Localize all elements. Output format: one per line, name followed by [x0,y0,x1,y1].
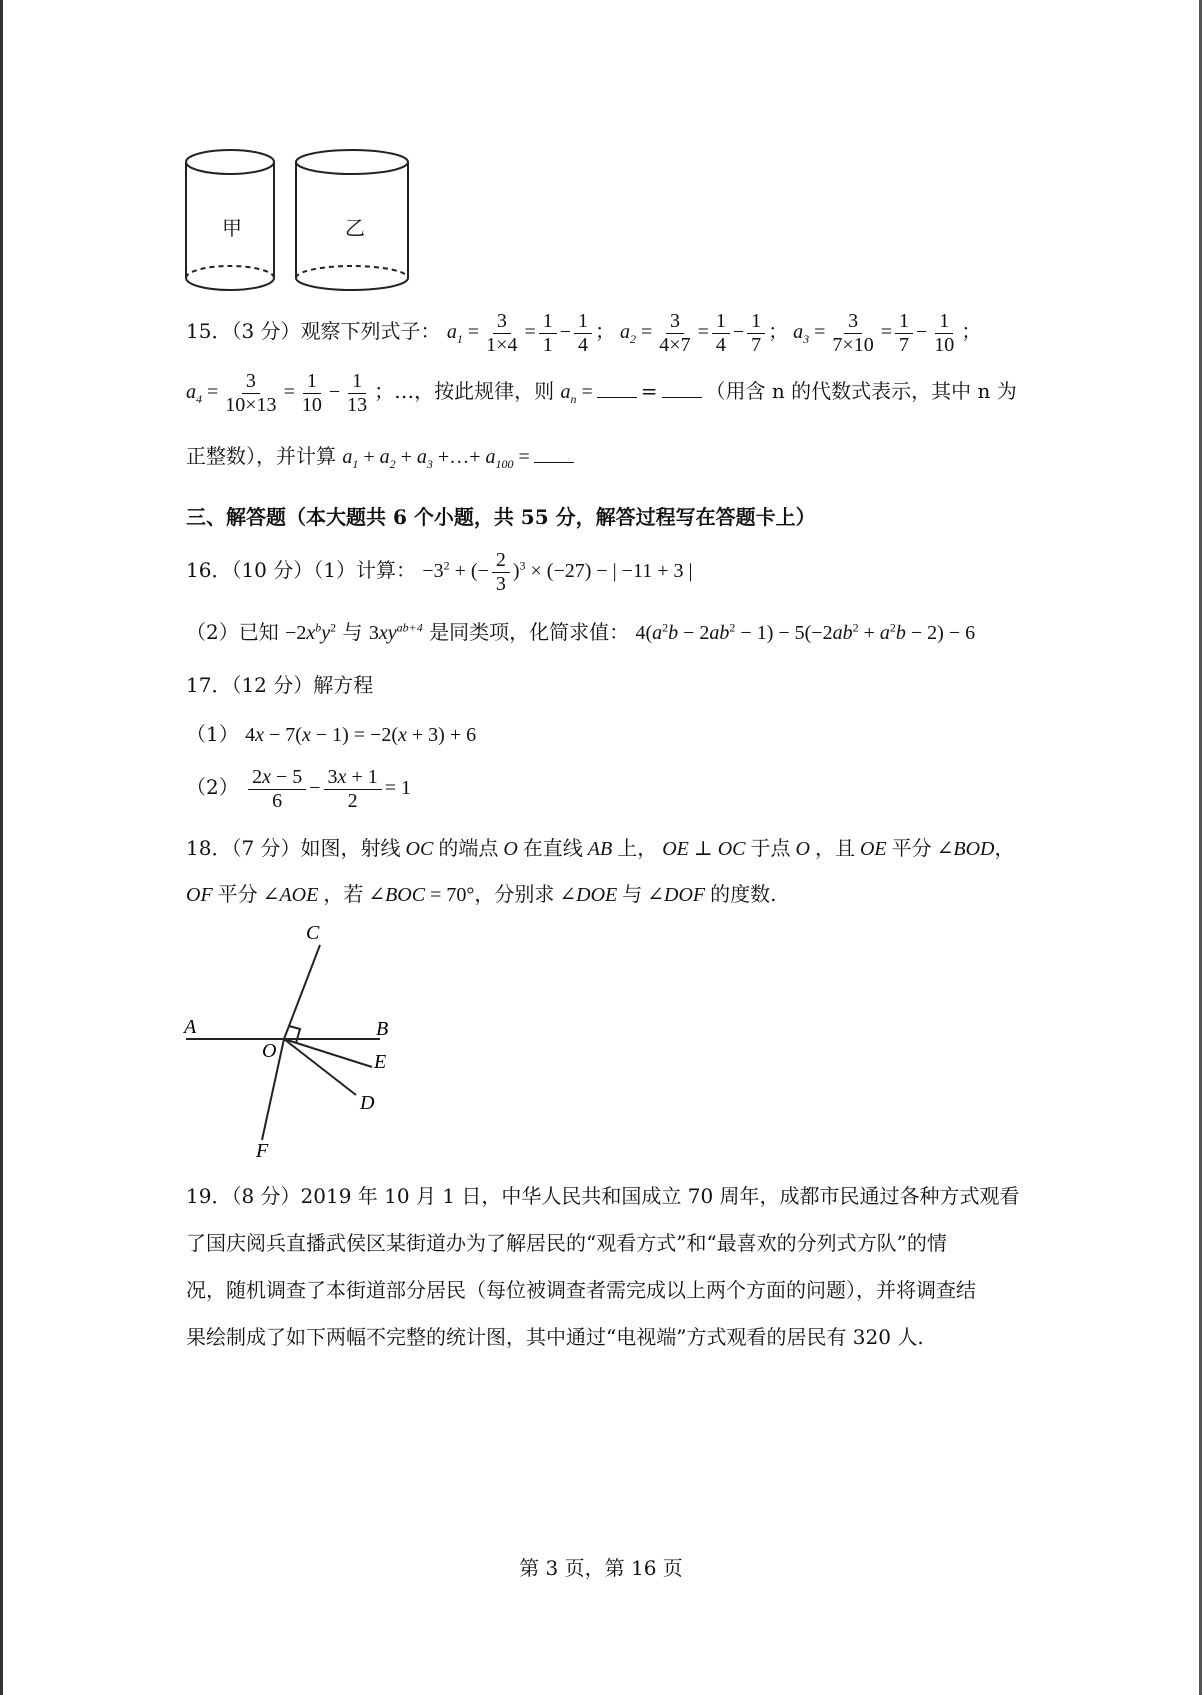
q15-line2-text: ；…，按此规律，则 [374,379,555,404]
q16-line2-mid2: 是同类项，化简求值： [429,620,630,644]
q15-a4-formula: $a_4$ = $\frac{3}{10\times 13}$ = $\frac{1}{10}$ − $\frac{1}{13}$ [186,370,368,416]
q16-line1-prefix: 16．（10 分）（1）计算： [186,558,416,583]
q16-line1 [186,549,693,596]
q16-line2-mid1: 与 [342,620,363,644]
q18-text-d: 上， [617,836,658,860]
q18-text-a: 18．（7 分）如图，射线 [186,836,401,860]
q19-line3: 况，随机调查了本街道部分居民（每位被调查者需完成以上两个方面的问题），并将调查结 [186,1278,976,1302]
q15-blank-2[interactable] [662,379,702,398]
q15-line2-suffix: （用含 n 的代数式表示，其中 n 为 [705,379,1017,404]
q18-text-f: ，且 [814,836,855,860]
label-b: B [376,1018,389,1040]
q15-line2: $a_4$ = $\frac{3}{10\times 13}$ = $\frac{1}{10}$ − $\frac{1}{13}$ ；…，按此规律，则 $a_n$ = = （用含 n 的代数式表示，其中 n 为 [186,370,1017,416]
q19-line4: 果绘制成了如下两幅不完整的统计图，其中通过“电视端”方式观看的居民有 320 人. [186,1325,924,1349]
q17-part2 [186,766,411,813]
q15-an-formula: $a_n$ = [560,381,593,407]
q16-expression-2: $4(a^2b - 2ab^2 - 1) - 5(-2ab^2 + a^2b - 2) - 6$ [635,620,976,644]
q18-line2: OF 平分 ∠AOE ，若 ∠BOC = 70°，分别求 ∠DOE 与 ∠DOF 的度数. [186,882,777,906]
q18-text-j: ，分别求 [474,882,555,906]
q15-blank-1[interactable] [597,379,637,398]
angle-figure [176,925,416,1160]
q18-text-k: 与 [622,882,643,906]
q16-line2-prefix: （2）已知 [186,620,279,644]
ray-oc [284,945,320,1039]
q17-p2-label: （2） [186,775,239,800]
q19-line1: 19．（8 分）2019 年 10 月 1 日，中华人民共和国成立 70 周年，成都市民通过各种方式观看 [186,1184,1020,1208]
cylinder-label-yi: 乙 [345,216,365,240]
ray-oe [284,1039,372,1067]
page-footer: 第 3 页，第 16 页 [519,1556,683,1580]
q15-line1-prefix: 15．（3 分）观察下列式子： [186,319,441,344]
q17-equation-2: $\frac{2x - 5}{6}$ − $\frac{3x + 1}{2}$ = 1 [245,777,411,799]
q18-text-g: 平分 [891,836,932,860]
q19-line2: 了国庆阅兵直播武侯区某街道办为了解居民的“观看方式”和“最喜欢的分列式方队”的情 [186,1231,947,1255]
q15-line1 [186,310,981,357]
ray-od [284,1039,356,1095]
q15-blank-3[interactable] [534,444,574,463]
q17-p1-label: （1） [186,722,239,746]
q18-text-i: ，若 [323,882,364,906]
cylinders-figure [180,148,420,298]
q15-sum-formula: $a_1 + a_2 + a_3$ +…+ $a_{100}$ = [342,446,530,471]
cylinder-label-jia: 甲 [222,216,242,240]
q15-line3 [186,444,578,471]
label-o: O [262,1040,277,1062]
q16-term-1: $-2x^by^2$ [285,620,337,644]
section3-heading: 三、解答题（本大题共 6 个小题，共 55 分，解答过程写在答题卡上） [186,505,816,529]
q18-line1: 18．（7 分）如图，射线 OC 的端点 O 在直线 AB 上， OE ⊥ OC 于点 O ，且 OE 平分 ∠BOD， [186,836,1015,860]
q16-line2 [186,620,975,645]
q18-text-b: 的端点 [438,836,499,860]
q15-a1-formula: $a_1$ = $\frac{3}{1\times 4}$ = $\frac{1}{1}$ − $\frac{1}{4}$ ； $a_2$ = $\frac{3}{4\times 7}$ = $\frac{1}{4}$ − $\frac{1}{7}$ ； $a_3$ = $\frac{3}{7\times 10}$ = $\frac{1}{7}$ − $\frac{1}{10}$ ； [446,310,982,356]
q18-text-e: 于点 [750,836,791,860]
page-border-left [0,0,3,1695]
q17-equation-1: 4x − 7(x − 1) = −2(x + 3) + 6 [245,724,477,746]
q18-text-h: 平分 [217,882,258,906]
label-a: A [184,1016,197,1038]
q18-text-c: 在直线 [522,836,583,860]
q18-text-l: 的度数. [710,882,777,906]
q15-line3-prefix: 正整数），并计算 [186,444,336,468]
q17-part1 [186,722,476,747]
label-e: E [374,1051,387,1073]
q16-expression-1: $-3^2$ + (− $\frac{2}{3}$ )$^3$ × (−27) − | −11 + 3 | [422,549,693,595]
label-f: F [256,1140,269,1160]
label-c: C [306,925,320,944]
q16-term-2: $3xy^{ab+4}$ [368,620,423,644]
q17-heading: 17．（12 分）解方程 [186,673,374,697]
label-d: D [360,1092,375,1114]
